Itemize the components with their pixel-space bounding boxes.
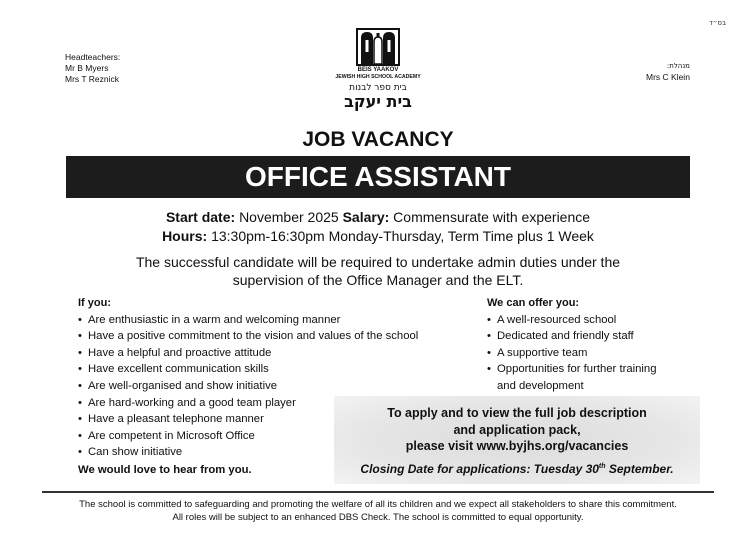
menaheles-label: מנהלת: [666,62,690,70]
start-salary-line [0,209,756,225]
list-item: • Are hard-working and a good team player [78,395,418,412]
apply-line: To apply and to view the full job description [387,406,647,420]
salary-label: Salary: [342,209,390,225]
menaheles-name: Mrs C Klein [646,72,690,82]
logo-hebrew-subtitle: בית ספר לבנות [349,83,407,93]
logo-name: BEIS YAAKOV [357,67,399,73]
hours-label: Hours: [162,228,208,244]
list-item: • Are well-organised and show initiative [78,378,418,395]
offer-heading: We can offer you: [487,297,580,309]
footer-statement [0,498,756,524]
apply-link[interactable]: please visit www.byjhs.org/vacancies [405,439,629,454]
safeguarding-statement: The school is committed to safeguarding and promoting the welfare of all its children and we expect all stakeholders to share this commitment. [79,499,677,510]
list-item: • Have a helpful and proactive attitude [78,345,418,362]
role-description: The successful candidate will be required to undertake admin duties under the supervision of the Office Manager and the ELT. [135,254,621,288]
footer-divider [42,491,714,493]
headteachers-label: Headteachers: [65,52,121,62]
closing-date-text: Closing Date for applications: Tuesday 30 [360,461,599,476]
logo-hebrew-name: בית יעקב [344,92,412,111]
list-item: • A supportive team [487,345,697,362]
list-item: • Opportunities for further training [487,361,697,378]
list-item: • Have a positive commitment to the vision and values of the school [78,328,418,345]
requirements-closing: We would love to hear from you. [78,463,252,476]
school-crest-icon [356,28,400,66]
hours-value: 13:30pm-16:30pm Monday-Thursday, Term Time plus 1 Week [211,228,594,244]
headteachers-block [65,52,120,85]
bsd-marking: בס״ד [709,19,726,27]
page-title: JOB VACANCY [302,128,454,151]
start-value: November 2025 [239,209,339,225]
list-item: • Are enthusiastic in a warm and welcoming manner [78,312,418,329]
headteacher-name: Mrs T Reznick [65,74,120,84]
list-item: • Dedicated and friendly staff [487,328,697,345]
list-item: • Are competent in Microsoft Office [78,428,418,445]
start-label: Start date: [165,209,236,225]
list-item: • Have excellent communication skills [78,361,418,378]
offer-list [487,295,697,395]
position-banner: OFFICE ASSISTANT [66,156,690,198]
hours-line [0,228,756,244]
list-item-continuation: and development [497,379,584,392]
logo-subtitle: JEWISH HIGH SCHOOL ACADEMY [335,74,421,80]
apply-instructions [334,396,700,455]
headteacher-name: Mr B Myers [65,63,109,73]
apply-line: and application pack, [453,422,581,437]
closing-date-month: September. [605,461,674,476]
dbs-statement: All roles will be subject to an enhanced DBS Check. The school is committed to equal opportunity. [172,512,584,523]
apply-box [334,396,700,484]
list-item: • Can show initiative [78,444,418,461]
menaheles-block [646,61,690,83]
list-item: • A well-resourced school [487,312,697,329]
requirements-heading: If you: [78,297,111,309]
school-logo [330,28,426,110]
salary-value: Commensurate with experience [393,209,591,225]
closing-date-ordinal: th [598,462,606,470]
list-item: • Have a pleasant telephone manner [78,411,418,428]
closing-date [334,462,700,476]
